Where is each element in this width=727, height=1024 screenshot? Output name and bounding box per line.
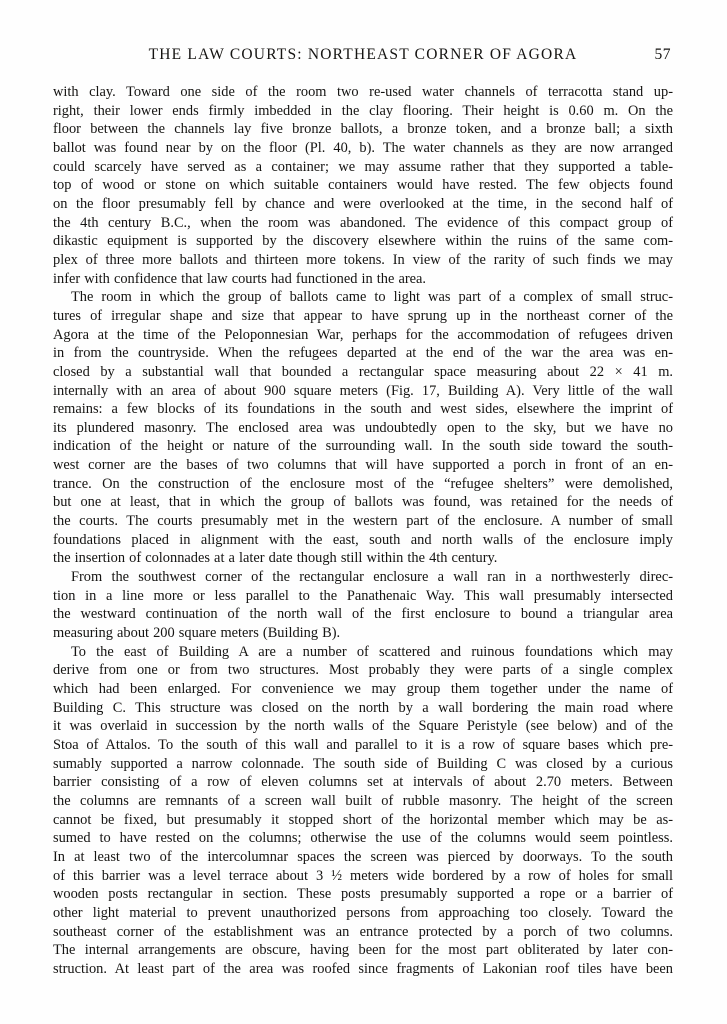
text-line: The room in which the group of ballots came to light was part of a complex of small struc- [71,289,673,306]
running-head-title: THE LAW COURTS: NORTHEAST CORNER OF AGORA [148,46,578,63]
text-line: top of wood or stone on which suitable containers would have rested. The few objects found [53,177,673,194]
text-line: In at least two of the intercolumnar spaces the screen was pierced by doorways. To the south [53,848,673,865]
text-line: tures of irregular shape and size that appear to have sprung up in the northeast corner of the [53,307,673,324]
text-line: trance. On the construction of the enclosure most of the “refugee shelters” were demolished, [53,475,673,492]
text-line: west corner are the bases of two columns that will have supported a porch in front of an en- [53,457,673,474]
paragraph [53,643,673,979]
text-line: in from the countryside. When the refugees departed at the end of the war the area was en- [53,345,673,362]
running-head [53,46,673,66]
text-line: of this barrier was a level terrace about 3 ½ meters wide bordered by a row of holes for small [53,867,673,884]
text-line: plex of three more ballots and thirteen more tokens. In view of the rarity of such finds we may [53,251,673,268]
paragraph [53,568,673,643]
paragraph [53,83,673,288]
text-line: From the southwest corner of the rectangular enclosure a wall ran in a northwesterly direc- [71,569,673,586]
text-line: sumably supported a narrow colonnade. The south side of Building C was closed by a curious [53,755,673,772]
text-line: the insertion of colonnades at a later date though still within the 4th century. [53,550,498,567]
text-line: infer with confidence that law courts had functioned in the area. [53,270,427,287]
page-body [53,83,673,979]
text-line: tion in a line more or less parallel to the Panathenaic Way. This wall presumably intersected [53,587,673,604]
text-line: on the floor presumably fell by chance and were overlooked at the time, in the second half of [53,195,673,212]
text-line: the courts. The courts presumably met in the western part of the enclosure. A number of small [53,513,673,530]
text-line: internally with an area of about 900 square meters (Fig. 17, Building A). Very little of the wall [53,382,673,399]
page-content [53,46,673,979]
text-line: Agora at the time of the Peloponnesian War, perhaps for the accommodation of refugees driven [53,326,673,343]
text-line: could scarcely have served as a container; we may assume rather that they supported a table- [53,158,673,175]
text-line: the columns are remnants of a screen wall built of rubble masonry. The height of the screen [53,792,673,809]
text-line: the 4th century B.C., when the room was abandoned. The evidence of this compact group of [53,214,673,231]
text-line: it was overlaid in succession by the north walls of the Square Peristyle (see below) and of the [53,718,673,735]
text-line: other light material to prevent unauthorized persons from approaching too closely. Toward the [53,904,673,921]
text-line: with clay. Toward one side of the room two re-used water channels of terracotta stand up- [53,84,673,100]
text-line: derive from one or from two structures. Most probably they were parts of a single complex [53,662,673,679]
text-line: sumed to have rested on the columns; otherwise the use of the columns would seem pointless. [53,830,673,847]
text-line: closed by a substantial wall that bounded a rectangular space measuring about 22 × 41 m. [53,363,673,380]
text-line: Building C. This structure was closed on the north by a wall bordering the main road where [53,699,673,716]
text-line: The internal arrangements are obscure, having been for the most part obliterated by later con- [53,942,673,959]
text-line: floor between the channels lay five bronze ballots, a bronze token, and a bronze ball; a sixth [53,121,673,138]
page-number: 57 [654,46,671,63]
text-line: barrier consisting of a row of eleven columns set at intervals of about 2.70 meters. Between [53,774,673,791]
text-line: wooden posts rectangular in section. These posts presumably supported a rope or a barrier of [53,886,673,903]
text-line: struction. At least part of the area was roofed since fragments of Lakonian roof tiles have been [53,960,673,977]
text-line: cannot be fixed, but presumably it stopped short of the horizontal member which may be as- [53,811,673,828]
text-line: ballot was found near by on the floor (Pl. 40, b). The water channels as they are now arranged [53,139,673,156]
text-line: its plundered masonry. The enclosed area was undoubtedly open to the sky, but we have no [53,419,673,436]
text-line: but one at least, that in which the group of ballots was found, was retained for the needs of [53,494,673,511]
text-line: dikastic equipment is supported by the discovery elsewhere within the ruins of the same com- [53,233,673,250]
paragraph [53,288,673,568]
text-line: southeast corner of the establishment was an entrance protected by a porch of two columns. [53,923,673,940]
text-line: remains: a few blocks of its foundations in the south and west sides, elsewhere the imprint of [53,401,673,418]
text-line: the westward continuation of the north wall of the first enclosure to bound a triangular area [53,606,673,623]
text-line: measuring about 200 square meters (Building B). [53,625,341,642]
text-line: right, their lower ends firmly imbedded in the clay flooring. Their height is 0.60 m. On the [53,102,673,119]
text-line: To the east of Building A are a number of scattered and ruinous foundations which may [71,643,673,660]
text-line: indication of the height or nature of the surrounding wall. In the south side toward the south- [53,438,673,455]
text-line: which had been enlarged. For convenience we may group them together under the name of [53,681,673,697]
text-line: Stoa of Attalos. To the south of this wall and parallel to it is a row of square bases which pre- [53,736,673,753]
text-line: foundations placed in alignment with the east, south and north walls of the enclosure imply [53,531,673,548]
